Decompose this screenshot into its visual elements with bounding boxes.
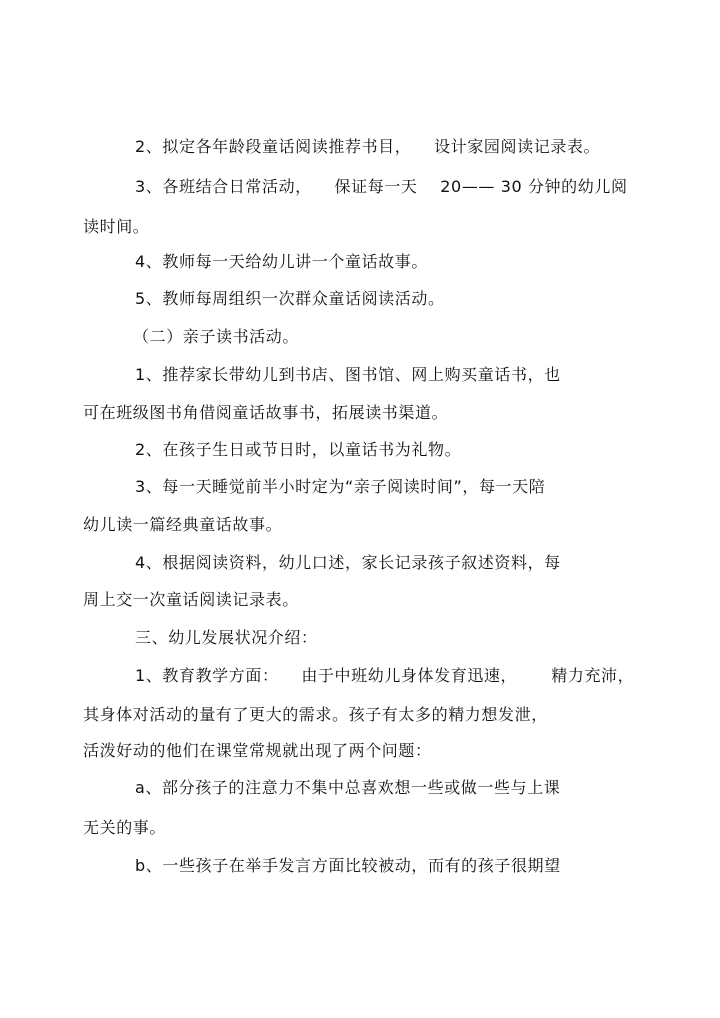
text-line: 4、根据阅读资料，幼儿口述，家长记录孩子叙述资料，每 [135, 553, 561, 572]
text-line: a、部分孩子的注意力不集中总喜欢想一些或做一些与上课 [135, 778, 561, 797]
text-line: 活泼好动的他们在课堂常规就出现了两个问题： [83, 741, 432, 760]
text-line: 可在班级图书角借阅童话故事书，拓展读书渠道。 [83, 403, 449, 422]
text-line: 2、在孩子生日或节日时，以童话书为礼物。 [135, 440, 462, 459]
text-line: 1、教育教学方面： 由于中班幼儿身体发育迅速， 精力充沛， [135, 666, 635, 685]
text-line: b、一些孩子在举手发言方面比较被动，而有的孩子很期望 [135, 856, 561, 875]
text-line: 3、各班结合日常活动， 保证每一天 20—— 30 分钟的幼儿阅 [135, 177, 628, 196]
text-line: 5、教师每周组织一次群众童话阅读活动。 [135, 289, 445, 308]
text-line: 4、教师每一天给幼儿讲一个童话故事。 [135, 252, 428, 271]
section-heading: 三、幼儿发展状况介绍： [135, 628, 318, 647]
text-line: 3、每一天睡觉前半小时定为“亲子阅读时间”，每一天陪 [135, 477, 546, 496]
section-heading: （二）亲子读书活动。 [133, 327, 300, 346]
text-line: 周上交一次童话阅读记录表。 [83, 590, 299, 609]
text-line: 1、推荐家长带幼儿到书店、图书馆、网上购买童话书，也 [135, 365, 561, 384]
text-line: 读时间。 [83, 217, 150, 236]
text-line: 无关的事。 [83, 818, 167, 837]
text-line: 2、拟定各年龄段童话阅读推荐书目， 设计家园阅读记录表。 [135, 137, 601, 156]
text-line: 其身体对活动的量有了更大的需求。孩子有太多的精力想发泄， [83, 705, 548, 724]
text-line: 幼儿读一篇经典童话故事。 [83, 515, 283, 534]
